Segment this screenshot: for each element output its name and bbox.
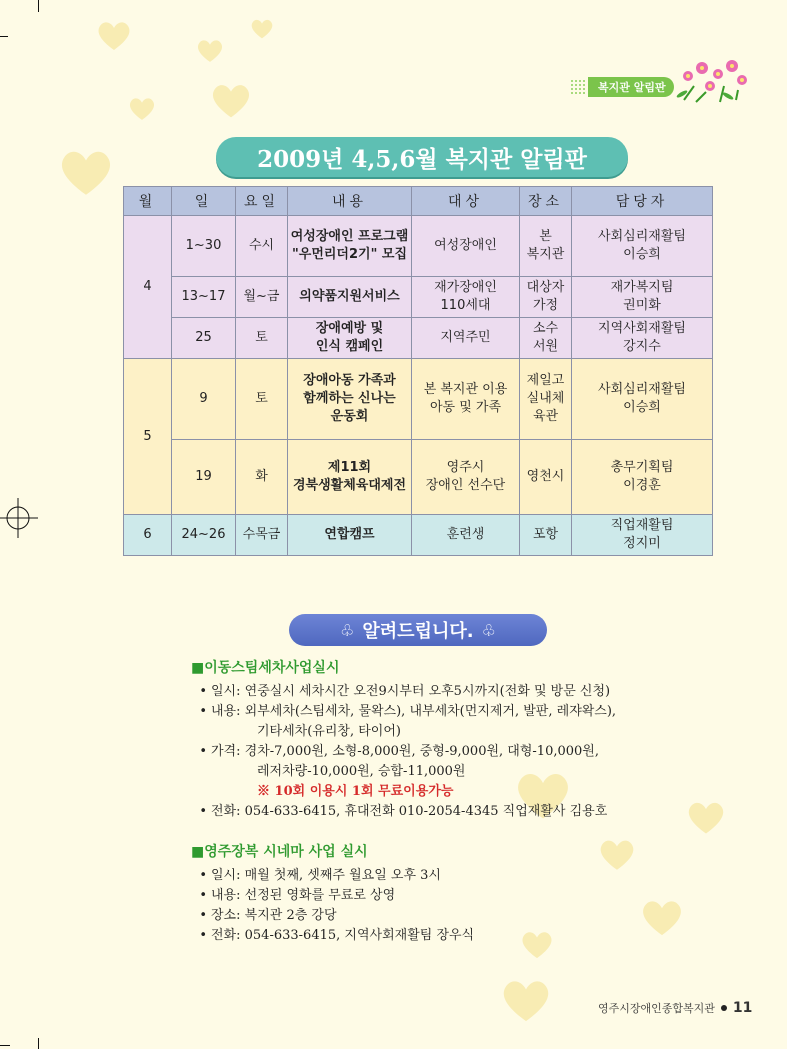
- notice-section: [191, 842, 474, 946]
- target-cell: 훈련생: [412, 515, 520, 556]
- bullet-icon: [721, 1005, 727, 1011]
- weekday-cell: 토: [236, 359, 288, 440]
- flower-bouquet-icon: [672, 56, 752, 104]
- column-header: 담당자: [572, 187, 713, 216]
- bullet-icon: •: [199, 908, 207, 923]
- notice-section: [191, 658, 616, 822]
- notice-line: [191, 866, 474, 886]
- target-cell: 본 복지관 이용 아동 및 가족: [412, 359, 520, 440]
- notice-heading: ■이동스팀세차사업실시: [191, 660, 340, 676]
- month-cell: 4: [124, 216, 172, 359]
- notice-line: [191, 886, 474, 906]
- club-icon: ♧: [340, 620, 355, 640]
- section-tag-label: 복지관 알림판: [588, 77, 674, 97]
- heart-icon: [640, 898, 684, 938]
- column-header: 일: [172, 187, 236, 216]
- crop-mark: [0, 1045, 10, 1046]
- content-cell: 연합캠프: [288, 515, 412, 556]
- section-tag: [570, 76, 680, 98]
- notice-line: [191, 926, 474, 946]
- heart-icon: [250, 18, 274, 40]
- month-cell: 5: [124, 359, 172, 515]
- notice-continuation: 기타세차(유리창, 타이어): [257, 724, 401, 739]
- content-cell: 장애아동 가족과 함께하는 신나는 운동회: [288, 359, 412, 440]
- staff-cell: 사회심리재활팀 이승희: [572, 216, 713, 277]
- content-cell: 장애예방 및 인식 캠페인: [288, 318, 412, 359]
- heart-icon: [128, 96, 156, 122]
- registration-mark-icon: [0, 498, 40, 538]
- notice-key: 내용:: [211, 888, 241, 903]
- notice-key: 일시:: [211, 684, 241, 699]
- day-cell: 25: [172, 318, 236, 359]
- notice-line: [191, 906, 474, 926]
- staff-cell: 사회심리재활팀 이승희: [572, 359, 713, 440]
- target-cell: 재가장애인 110세대: [412, 277, 520, 318]
- heart-icon: [58, 148, 114, 198]
- dot-pattern-icon: [570, 79, 586, 95]
- place-cell: 영천시: [520, 440, 572, 515]
- bullet-icon: •: [199, 744, 207, 759]
- month-cell: 6: [124, 515, 172, 556]
- heart-icon: [500, 978, 552, 1024]
- weekday-cell: 월~금: [236, 277, 288, 318]
- heart-icon: [210, 82, 252, 120]
- day-cell: 19: [172, 440, 236, 515]
- notice-value: 선정된 영화를 무료로 상영: [244, 888, 396, 903]
- crop-mark: [0, 36, 8, 37]
- notice-key: 일시:: [211, 868, 241, 883]
- notice-line: [191, 682, 616, 702]
- content-cell: 제11회 경북생활체육대제전: [288, 440, 412, 515]
- crop-mark: [38, 1038, 39, 1049]
- column-header: 대상: [412, 187, 520, 216]
- staff-cell: 재가복지팀 권미화: [572, 277, 713, 318]
- free-use-note: ※ 10회 이용시 1회 무료이용가능: [257, 784, 454, 799]
- heart-icon: [96, 20, 132, 52]
- weekday-cell: 수목금: [236, 515, 288, 556]
- notice-line: [191, 702, 616, 722]
- target-cell: 여성장애인: [412, 216, 520, 277]
- bullet-icon: •: [199, 704, 207, 719]
- target-cell: 영주시 장애인 선수단: [412, 440, 520, 515]
- notice-key: 장소:: [211, 908, 241, 923]
- day-cell: 24~26: [172, 515, 236, 556]
- column-header: 요일: [236, 187, 288, 216]
- notice-line: [191, 742, 616, 762]
- bullet-icon: •: [199, 888, 207, 903]
- notice-key: 전화:: [211, 804, 241, 819]
- footer-org: 영주시장애인종합복지관: [598, 1002, 715, 1015]
- notice-heading: ■영주장복 시네마 사업 실시: [191, 844, 368, 860]
- page-number: 11: [732, 1000, 753, 1016]
- notice-value: 외부세차(스팀세차, 물왁스), 내부세차(먼지제거, 발판, 레쟈왁스),: [244, 704, 617, 719]
- place-cell: 제일고 실내체 육관: [520, 359, 572, 440]
- page-title: 2009년 4,5,6월 복지관 알림판: [216, 137, 628, 177]
- day-cell: 13~17: [172, 277, 236, 318]
- table-row: [124, 440, 713, 515]
- table-row: [124, 216, 713, 277]
- notice-continuation: 레저차량-10,000원, 승합-11,000원: [257, 764, 466, 779]
- notice-banner: [289, 614, 547, 646]
- place-cell: 포항: [520, 515, 572, 556]
- staff-cell: 직업재활팀 정지미: [572, 515, 713, 556]
- staff-cell: 지역사회재활팀 강지수: [572, 318, 713, 359]
- notice-banner-label: 알려드립니다.: [362, 621, 474, 642]
- notice-key: 가격:: [211, 744, 241, 759]
- notice-value: 복지관 2층 강당: [244, 908, 337, 923]
- weekday-cell: 토: [236, 318, 288, 359]
- heart-icon: [598, 838, 636, 872]
- club-icon: ♧: [481, 620, 496, 640]
- target-cell: 지역주민: [412, 318, 520, 359]
- weekday-cell: 수시: [236, 216, 288, 277]
- place-cell: 본 복지관: [520, 216, 572, 277]
- table-row: [124, 277, 713, 318]
- heart-icon: [196, 38, 224, 64]
- staff-cell: 총무기획팀 이경훈: [572, 440, 713, 515]
- column-header: 장소: [520, 187, 572, 216]
- notice-value: 매월 첫째, 셋째주 월요일 오후 3시: [244, 868, 441, 883]
- notice-line: [191, 802, 616, 822]
- page-footer: [598, 1000, 752, 1016]
- crop-mark: [38, 0, 39, 12]
- notice-key: 전화:: [211, 928, 241, 943]
- column-header: 내용: [288, 187, 412, 216]
- schedule-table: [123, 186, 713, 556]
- heart-icon: [520, 930, 554, 960]
- table-header-row: [124, 187, 713, 216]
- weekday-cell: 화: [236, 440, 288, 515]
- table-row: [124, 359, 713, 440]
- bullet-icon: •: [199, 928, 207, 943]
- content-cell: 여성장애인 프로그램 "우먼리더2기" 모집: [288, 216, 412, 277]
- heart-icon: [686, 800, 726, 836]
- notice-value: 경차-7,000원, 소형-8,000원, 중형-9,000원, 대형-10,000원,: [244, 744, 599, 759]
- notice-key: 내용:: [211, 704, 241, 719]
- notice-value: 연중실시 세차시간 오전9시부터 오후5시까지(전화 및 방문 신청): [244, 684, 611, 699]
- day-cell: 1~30: [172, 216, 236, 277]
- bullet-icon: •: [199, 868, 207, 883]
- place-cell: 대상자 가정: [520, 277, 572, 318]
- table-row: [124, 318, 713, 359]
- notice-value: 054-633-6415, 휴대전화 010-2054-4345 직업재활사 김용호: [244, 804, 608, 819]
- bullet-icon: •: [199, 804, 207, 819]
- column-header: 월: [124, 187, 172, 216]
- notice-value: 054-633-6415, 지역사회재활팀 장우식: [244, 928, 475, 943]
- place-cell: 소수 서원: [520, 318, 572, 359]
- table-row: [124, 515, 713, 556]
- content-cell: 의약품지원서비스: [288, 277, 412, 318]
- bullet-icon: •: [199, 684, 207, 699]
- day-cell: 9: [172, 359, 236, 440]
